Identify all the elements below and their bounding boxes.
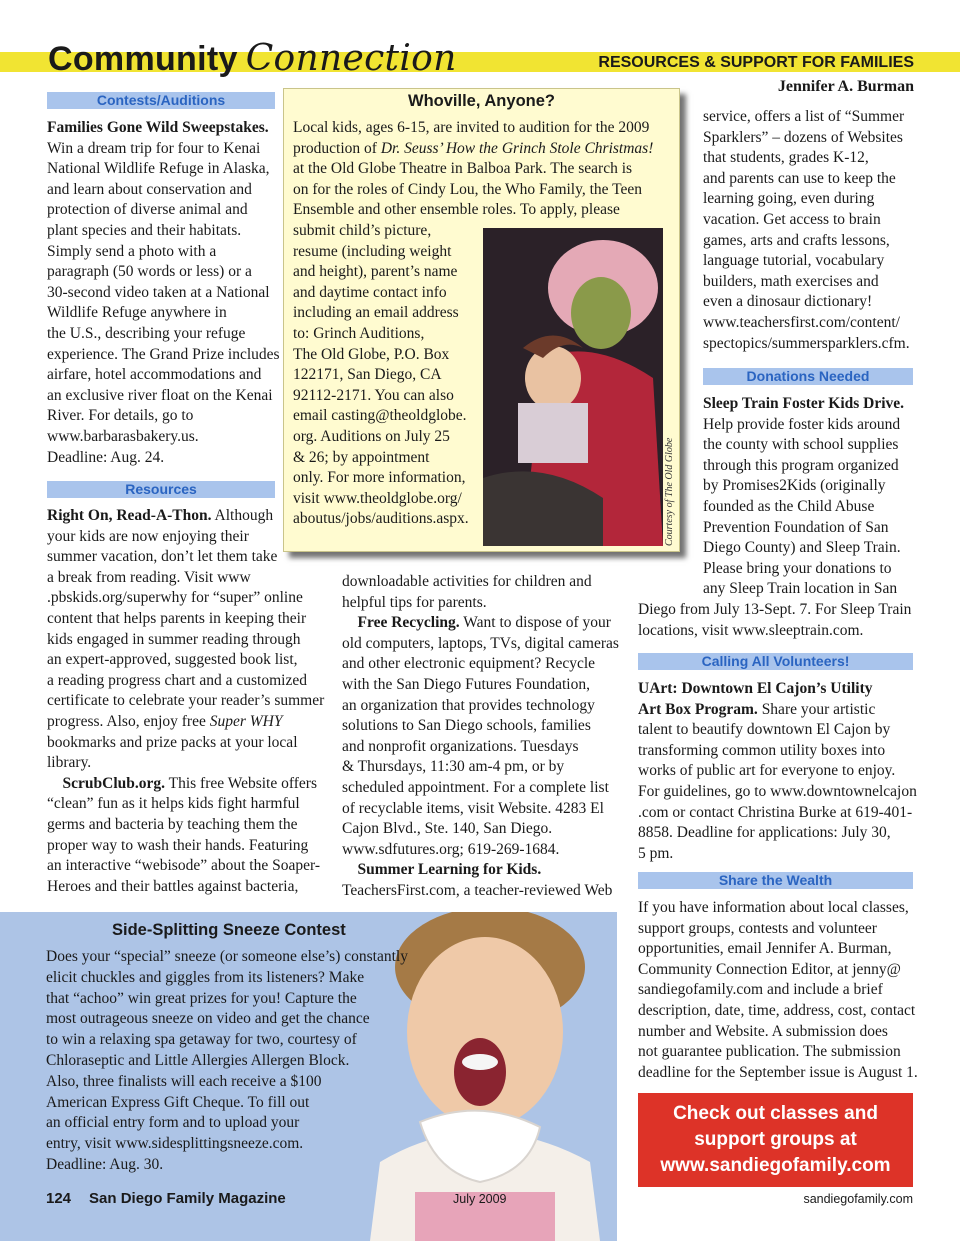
text-line: Cajon Blvd., Ste. 140, San Diego. [342,820,553,838]
page-title: Community Connection [48,38,457,79]
text-line: Sleep Train Foster Kids Drive. [703,395,905,412]
text-line: learning going, even during [703,190,875,208]
text-line: Art Box Program. Share your artistic [638,700,876,718]
summer-sparklers-article [703,107,918,354]
text-line: www.sdfutures.org; 619-269-1684. [342,840,560,858]
text-line: spectopics/summersparklers.cfm. [703,334,910,352]
text-line: Ensemble and other ensemble roles. To apply, please [293,201,620,219]
text-line: National Wildlife Refuge in Alaska, [47,160,270,178]
text-line: Free Recycling. Want to dispose of your [357,614,611,632]
donations-article [703,394,918,600]
text-line: 8858. Deadline for applications: July 30, [638,824,891,842]
text-line: Does your “special” sneeze (or someone else’s) constantly [46,948,408,965]
text-line: paragraph (50 words or less) or a [47,263,252,281]
text-line: Chloraseptic and Little Allergies Allergen Block. [46,1051,350,1069]
text-line: that students, grades K-12, [703,149,869,167]
text-line: .pbskids.org/superwhy for “super” online [47,589,303,607]
text-line: language tutorial, vocabulary [703,252,885,270]
text-line: UArt: Downtown El Cajon’s Utility [638,680,873,697]
photo-credit: Courtesy of The Old Globe [664,437,675,546]
text-line: ScrubClub.org. This free Website offers [62,774,317,792]
donations-article-tail [638,600,918,641]
sneeze-text [46,947,416,1176]
text-line: and daytime contact info [293,283,447,301]
text-line: plant species and their habitats. [47,221,242,239]
text-line: 30-second video taken at a National [47,283,270,301]
cta-banner[interactable] [638,1093,913,1187]
text-line: and height), parent’s name [293,263,458,281]
label-volunteers: Calling All Volunteers! [638,653,913,670]
text-line: sandiegofamily.com and include a brief [638,981,883,999]
share-article [638,898,918,1083]
text-line: Community Connection Editor, at jenny@ [638,960,901,978]
text-line: Diego County) and Sleep Train. [703,539,901,557]
text-line: bookmarks and prize packs at your local [47,733,298,751]
text-line: old computers, laptops, TVs, digital cameras [342,634,619,652]
text-line: any Sleep Train location in San [703,580,898,598]
text-line: airfare, hotel accommodations and [47,366,262,384]
text-line: talent to beautify downtown El Cajon by [638,721,891,739]
text-line: aboutus/jobs/auditions.aspx. [293,510,469,528]
text-line: vacation. Get access to brain [703,210,881,228]
footer-site[interactable]: sandiegofamily.com [803,1192,913,1206]
label-contests: Contests/Auditions [47,92,275,109]
text-line: If you have information about local classes, [638,899,909,916]
section-heading: RESOURCES & SUPPORT FOR FAMILIES [598,54,914,71]
text-line: only. For more information, [293,469,466,487]
cta-line-1: Check out classes and [673,1103,878,1124]
text-line: number and Website. A submission does [638,1022,888,1040]
text-line: visit www.theoldglobe.org/ [293,489,462,507]
text-line: summer vacation, don’t let them take [47,548,278,566]
text-line: Families Gone Wild Sweepstakes. [47,119,269,136]
text-line: of recyclable items, visit Website. 4283 El [342,799,604,817]
volunteers-article [638,679,918,864]
text-line: Deadline: Aug. 30. [46,1155,164,1173]
text-line: an interactive “webisode” about the Soaper- [47,857,320,875]
text-line: a reading progress chart and a customized [47,671,307,689]
text-line: production of Dr. Seuss’ How the Grinch Stole Christmas! [293,139,654,157]
text-line: kids engaged in summer reading through [47,630,301,648]
text-line: and learn about conservation and [47,180,252,198]
text-line: 5 pm. [638,844,674,862]
text-line: Help provide foster kids around [703,415,901,433]
grinch-photo-illustration [483,228,663,546]
text-line: elicit chuckles and giggles from its listeners? Make [46,968,365,986]
resources-article [47,506,347,897]
text-line: certificate to celebrate your reader’s summer [47,692,325,710]
text-line: solutions to San Diego schools, families [342,717,591,735]
text-line: www.barbarasbakery.us. [47,427,199,445]
sneeze-title: Side-Splitting Sneeze Contest [112,921,346,939]
text-line: most outrageous sneeze on video and get the chance [46,1010,370,1028]
text-line: works of public art for everyone to enjoy. [638,762,896,780]
text-line: .com or contact Christina Burke at 619-401- [638,803,913,821]
text-line: at the Old Globe Theatre in Balboa Park. The search is [293,160,633,178]
page-title-script: Connection [245,38,457,79]
magazine-name: San Diego Family Magazine [89,1190,286,1207]
text-line: library. [47,754,92,772]
text-line: an exclusive river float on the Kenai [47,386,273,404]
text-line: email casting@theoldglobe. [293,407,467,425]
label-resources: Resources [47,481,275,498]
text-line: Deadline: Aug. 24. [47,448,165,466]
text-line: Summer Learning for Kids. [357,861,542,879]
text-line: transforming common utility boxes into [638,741,886,759]
text-line: Diego from July 13-Sept. 7. For Sleep Train [638,601,912,618]
text-line: American Express Gift Cheque. To fill out [46,1093,310,1111]
text-line: Win a dream trip for four to Kenai [47,139,261,157]
text-line: not guarantee publication. The submission [638,1043,901,1061]
text-line: TeachersFirst.com, a teacher-reviewed Web [342,881,613,899]
contests-article [47,118,283,468]
text-line: an official entry form and to upload your [46,1114,300,1132]
text-line: by Promises2Kids (originally [703,477,886,495]
text-line: that “achoo” win great prizes for you! Capture the [46,989,357,1007]
text-line: an expert-approved, suggested book list, [47,651,298,669]
whoville-title: Whoville, Anyone? [408,92,555,110]
text-line: founded as the Child Abuse [703,497,875,515]
text-line: locations, visit www.sleeptrain.com. [638,621,864,639]
text-line: Local kids, ages 6-15, are invited to audition for the 2009 [293,119,650,136]
text-line: Sparklers” – dozens of Websites [703,128,903,146]
label-donations: Donations Needed [703,368,913,385]
text-line: Right On, Read-A-Thon. Although [47,507,274,524]
text-line: with the San Diego Futures Foundation, [342,675,590,693]
text-line: deadline for the September issue is August 1. [638,1063,918,1081]
text-line: on for the roles of Cindy Lou, the Who Family, the Teen [293,180,643,198]
text-line: helpful tips for parents. [342,593,487,611]
text-line: “clean” fun as it helps kids fight harmful [47,795,300,813]
text-line: www.teachersfirst.com/content/ [703,313,900,331]
text-line: Simply send a photo with a [47,242,217,260]
label-share: Share the Wealth [638,872,913,889]
text-line: & Thursdays, 11:30 am-4 pm, or by [342,758,565,776]
text-line: including an email address [293,304,459,322]
text-line: description, date, time, address, cost, contact [638,1001,916,1019]
text-line: Also, three finalists will each receive a $100 [46,1072,322,1090]
text-line: River. For details, go to [47,407,194,425]
byline: Jennifer A. Burman [777,78,914,95]
text-line: the U.S., describing your refuge [47,324,246,342]
footer-left [46,1190,286,1207]
text-line: to: Grinch Auditions, [293,324,425,342]
text-line: org. Auditions on July 25 [293,427,450,445]
issue-date: July 2009 [453,1192,507,1206]
text-line: entry, visit www.sidesplittingsneeze.com. [46,1135,304,1153]
page-number: 124 [46,1190,72,1207]
text-line: even a dinosaur dictionary! [703,293,873,311]
text-line: Heroes and their battles against bacteria, [47,877,299,895]
text-line: & 26; by appointment [293,448,430,466]
text-line: an organization that provides technology [342,696,595,714]
cta-line-2: support groups at [694,1129,857,1150]
grinch-photo [483,228,663,546]
text-line: opportunities, email Jennifer A. Burman, [638,940,892,958]
text-line: your kids are now enjoying their [47,527,249,545]
text-line: through this program organized [703,456,899,474]
text-line: 92112-2171. You can also [293,386,454,404]
text-line: a break from reading. Visit www [47,568,251,586]
text-line: the county with school supplies [703,436,899,454]
text-line: For guidelines, go to www.downtownelcajon [638,782,917,800]
cta-line-3[interactable]: www.sandiegofamily.com [660,1155,891,1176]
text-line: scheduled appointment. For a complete list [342,778,609,796]
text-line: and parents can use to keep the [703,169,896,187]
text-line: experience. The Grand Prize includes [47,345,280,363]
text-line: submit child’s picture, [293,221,432,239]
middle-article [342,572,632,902]
text-line: Wildlife Refuge anywhere in [47,304,227,322]
text-line: games, arts and crafts lessons, [703,231,890,249]
text-line: resume (including weight [293,242,452,260]
text-line: The Old Globe, P.O. Box [293,345,450,363]
text-line: progress. Also, enjoy free Super WHY [47,712,283,730]
text-line: 122171, San Diego, CA [293,366,442,384]
text-line: to win a relaxing spa getaway for two, courtesy of [46,1031,357,1049]
text-line: and nonprofit organizations. Tuesdays [342,737,579,755]
text-line: Please bring your donations to [703,559,892,577]
text-line: and other electronic equipment? Recycle [342,655,596,673]
text-line: proper way to wash their hands. Featuring [47,836,309,854]
text-line: content that helps parents in keeping their [47,609,307,627]
text-line: Prevention Foundation of San [703,518,889,536]
text-line: downloadable activities for children and [342,573,592,590]
text-line: builders, math exercises and [703,272,879,290]
text-line: support groups, contests and volunteer [638,919,877,937]
text-line: service, offers a list of “Summer [703,108,905,125]
text-line: germs and bacteria by teaching them the [47,815,298,833]
text-line: protection of diverse animal and [47,201,248,219]
